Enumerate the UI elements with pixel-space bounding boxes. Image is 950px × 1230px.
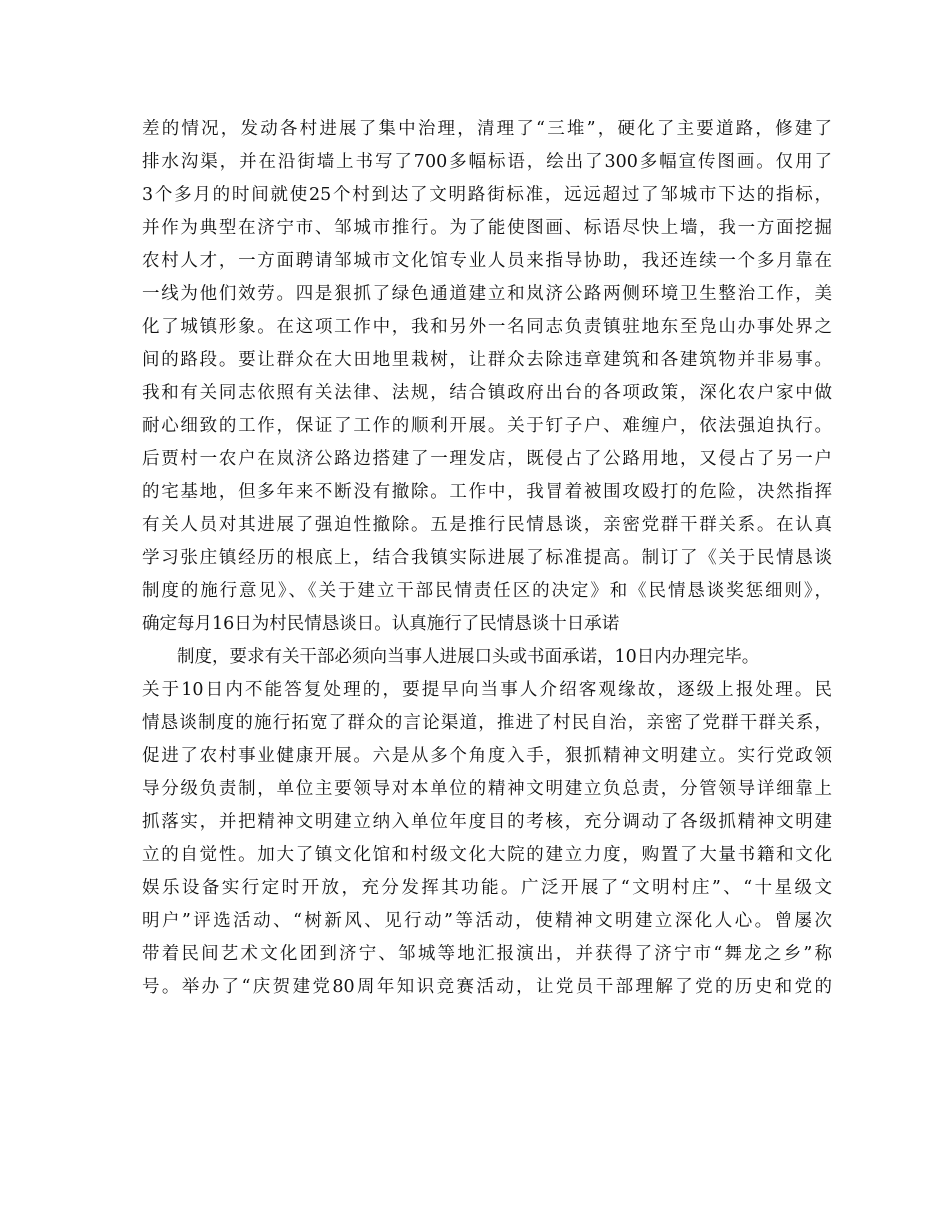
paragraph-line: 关于10日内不能答复处理的，要提早向当事人介绍客观缘故，逐级上报处理。民 [142, 680, 832, 700]
paragraph-line: 农村人才，一方面聘请邹城市文化馆专业人员来指导协助，我还连续一个多月靠在 [142, 251, 832, 271]
paragraph-line: 我和有关同志依照有关法律、法规，结合镇政府出台的各项政策，深化农户家中做 [142, 383, 832, 403]
paragraph-2 [142, 641, 832, 1004]
paragraph-line: 明户”评选活动、“树新风、见行动”等活动，使精神文明建立深化人心。曾屡次 [142, 911, 832, 931]
paragraph-line: 确定每月16日为村民情恳谈日。认真施行了民情恳谈十日承诺 [142, 614, 620, 634]
paragraph-line: 并作为典型在济宁市、邹城市推行。为了能使图画、标语尽快上墙，我一方面挖掘 [142, 218, 832, 238]
document-body [142, 113, 832, 1004]
paragraph-line: 号。举办了“庆贺建党80周年知识竞赛活动，让党员干部理解了党的历史和党的 [142, 977, 832, 997]
paragraph-line: 娱乐设备实行定时开放，充分发挥其功能。广泛开展了“文明村庄”、“十星级文 [142, 878, 832, 898]
paragraph-1 [142, 113, 832, 641]
paragraph-line: 带着民间艺术文化团到济宁、邹城等地汇报演出，并获得了济宁市“舞龙之乡”称 [142, 944, 832, 964]
paragraph-line: 的宅基地，但多年来不断没有撤除。工作中，我冒着被围攻殴打的危险，决然指挥 [142, 482, 832, 502]
paragraph-line: 耐心细致的工作，保证了工作的顺利开展。关于钉子户、难缠户，依法强迫执行。 [142, 416, 832, 436]
paragraph-line: 3个多月的时间就使25个村到达了文明路街标准，远远超过了邹城市下达的指标， [142, 185, 832, 205]
paragraph-line: 促进了农村事业健康开展。六是从多个角度入手，狠抓精神文明建立。实行党政领 [142, 746, 832, 766]
paragraph-line: 情恳谈制度的施行拓宽了群众的言论渠道，推进了村民自治，亲密了党群干群关系， [142, 713, 832, 733]
paragraph-line: 后贾村一农户在岚济公路边搭建了一理发店，既侵占了公路用地，又侵占了另一户 [142, 449, 832, 469]
paragraph-line: 制度，要求有关干部必须向当事人进展口头或书面承诺，10日内办理完毕。 [177, 647, 760, 667]
paragraph-line: 化了城镇形象。在这项工作中，我和另外一名同志负责镇驻地东至凫山办事处界之 [142, 317, 832, 337]
paragraph-line: 学习张庄镇经历的根底上，结合我镇实际进展了标准提高。制订了《关于民情恳谈 [142, 548, 832, 568]
paragraph-line: 立的自觉性。加大了镇文化馆和村级文化大院的建立力度，购置了大量书籍和文化 [142, 845, 832, 865]
paragraph-line: 导分级负责制，单位主要领导对本单位的精神文明建立负总责，分管领导详细靠上 [142, 779, 832, 799]
paragraph-line: 间的路段。要让群众在大田地里栽树，让群众去除违章建筑和各建筑物并非易事。 [142, 350, 832, 370]
paragraph-line: 有关人员对其进展了强迫性撤除。五是推行民情恳谈，亲密党群干群关系。在认真 [142, 515, 832, 535]
paragraph-line: 制度的施行意见》、《关于建立干部民情责任区的决定》和《民情恳谈奖惩细则》， [142, 581, 832, 601]
paragraph-line: 差的情况，发动各村进展了集中治理，清理了“三堆”，硬化了主要道路，修建了 [142, 119, 832, 139]
paragraph-line: 一线为他们效劳。四是狠抓了绿色通道建立和岚济公路两侧环境卫生整治工作，美 [142, 284, 832, 304]
paragraph-line: 抓落实，并把精神文明建立纳入单位年度目的考核，充分调动了各级抓精神文明建 [142, 812, 832, 832]
paragraph-line: 排水沟渠，并在沿街墙上书写了700多幅标语，绘出了300多幅宣传图画。仅用了 [142, 152, 832, 172]
